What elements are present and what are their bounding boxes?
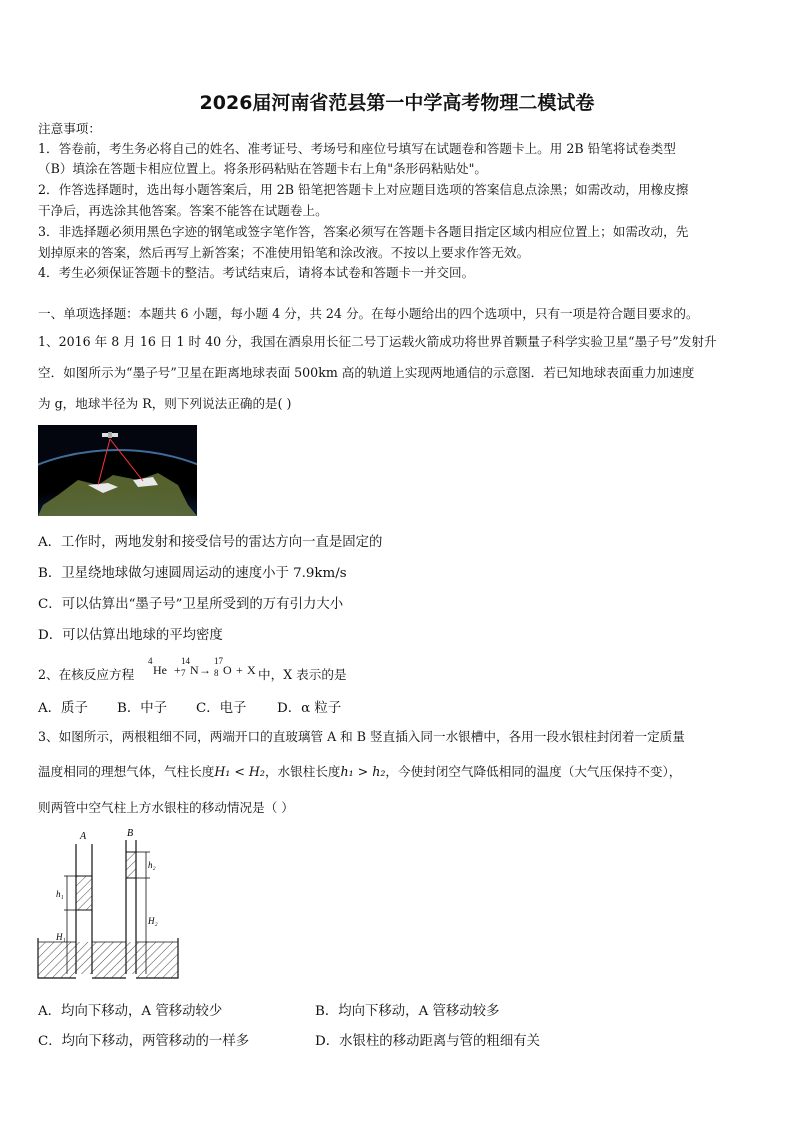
- label-h2: h₂: [148, 860, 156, 870]
- question-2-option-b: B．中子: [117, 701, 168, 716]
- question-2-suffix: 中，X 表示的是: [258, 667, 347, 682]
- label-H2: H₂: [148, 916, 158, 926]
- question-3-option-d: D．水银柱的移动距离与管的粗细有关: [315, 1034, 540, 1049]
- glass-tube-diagram: [34, 826, 184, 986]
- notice-line: 划掉原来的答案，然后再写上新答案；不准使用铅笔和涂改液。不按以上要求作答无效。: [38, 245, 530, 260]
- question-3-option-a: A．均向下移动，A 管移动较少: [38, 1004, 223, 1019]
- question-1-option-d: D．可以估算出地球的平均密度: [38, 628, 223, 643]
- question-1-text: 1、2016 年 8 月 16 日 1 时 40 分，我国在酒泉用长征二号丁运载火箭成功将世界首颗量子科学实验卫星“墨子号”发射升: [38, 334, 717, 349]
- question-3-text: 温度相同的理想气体，气柱长度H₁ < H₂，水银柱长度h₁ > h₂，今使封闭空气降低相同的温度（大气压保持不变），: [38, 764, 682, 779]
- notice-line: （B）填涂在答题卡相应位置上。将条形码粘贴在答题卡右上角"条形码粘贴处"。: [38, 161, 488, 176]
- notice-line: 4．考生必须保证答题卡的整洁。考试结束后，请将本试卷和答题卡一并交回。: [38, 265, 475, 280]
- question-1-option-a: A．工作时，两地发射和接受信号的雷达方向一直是固定的: [38, 535, 383, 550]
- notice-line: 2．作答选择题时，选出每小题答案后，用 2B 铅笔把答题卡上对应题目选项的答案信息点涂黑；如需改动，用橡皮擦: [38, 182, 689, 197]
- question-2-option-d: D．α 粒子: [277, 701, 342, 716]
- satellite-communication-image: [38, 425, 197, 516]
- notice-line: 3．非选择题必须用黑色字迹的钢笔或签字笔作答，答案必须写在答题卡各题目指定区域内相应位置上；如需改动，先: [38, 224, 689, 239]
- question-1-option-b: B．卫星绕地球做匀速圆周运动的速度小于 7.9km/s: [38, 566, 347, 581]
- label-H1: H₁: [56, 932, 66, 942]
- label-b: B: [127, 828, 134, 839]
- page-title: 2026届河南省范县第一中学高考物理二模试卷: [199, 92, 595, 114]
- notice-line: 1．答卷前，考生务必将自己的姓名、准考证号、考场号和座位号填写在试题卷和答题卡上。用 2B 铅笔将试卷类型: [38, 141, 676, 156]
- question-1-option-c: C．可以估算出“墨子号”卫星所受到的万有引力大小: [38, 597, 344, 612]
- question-1-text: 为 g，地球半径为 R，则下列说法正确的是( ): [38, 396, 292, 411]
- label-h1: h₁: [56, 889, 64, 899]
- question-1-text: 空．如图所示为“墨子号”卫星在距离地球表面 500km 高的轨道上实现两地通信的示意图．若已知地球表面重力加速度: [38, 365, 695, 380]
- question-3-text: 3、如图所示，两根粗细不同，两端开口的直玻璃管 A 和 B 竖直插入同一水银槽中，各用一段水银柱封闭着一定质量: [38, 729, 685, 744]
- question-2-option-c: C．电子: [196, 701, 247, 716]
- notice-line: 干净后，再选涂其他答案。答案不能答在试题卷上。: [38, 203, 328, 218]
- question-2-prefix: 2、在核反应方程: [38, 667, 135, 682]
- condition-hm: h₁ > h₂: [340, 764, 386, 779]
- question-3-option-b: B．均向下移动，A 管移动较多: [315, 1004, 500, 1019]
- question-2-option-a: A．质子: [38, 701, 88, 716]
- label-a: A: [80, 831, 87, 842]
- question-3-text: 则两管中空气柱上方水银柱的移动情况是（ ）: [38, 800, 294, 815]
- question-3-option-c: C．均向下移动，两管移动的一样多: [38, 1034, 250, 1049]
- notice-heading: 注意事项：: [38, 121, 101, 136]
- condition-h: H₁ < H₂: [214, 764, 265, 779]
- section-heading: 一、单项选择题：本题共 6 小题，每小题 4 分，共 24 分。在每小题给出的四个选项中，只有一项是符合题目要求的。: [38, 306, 699, 321]
